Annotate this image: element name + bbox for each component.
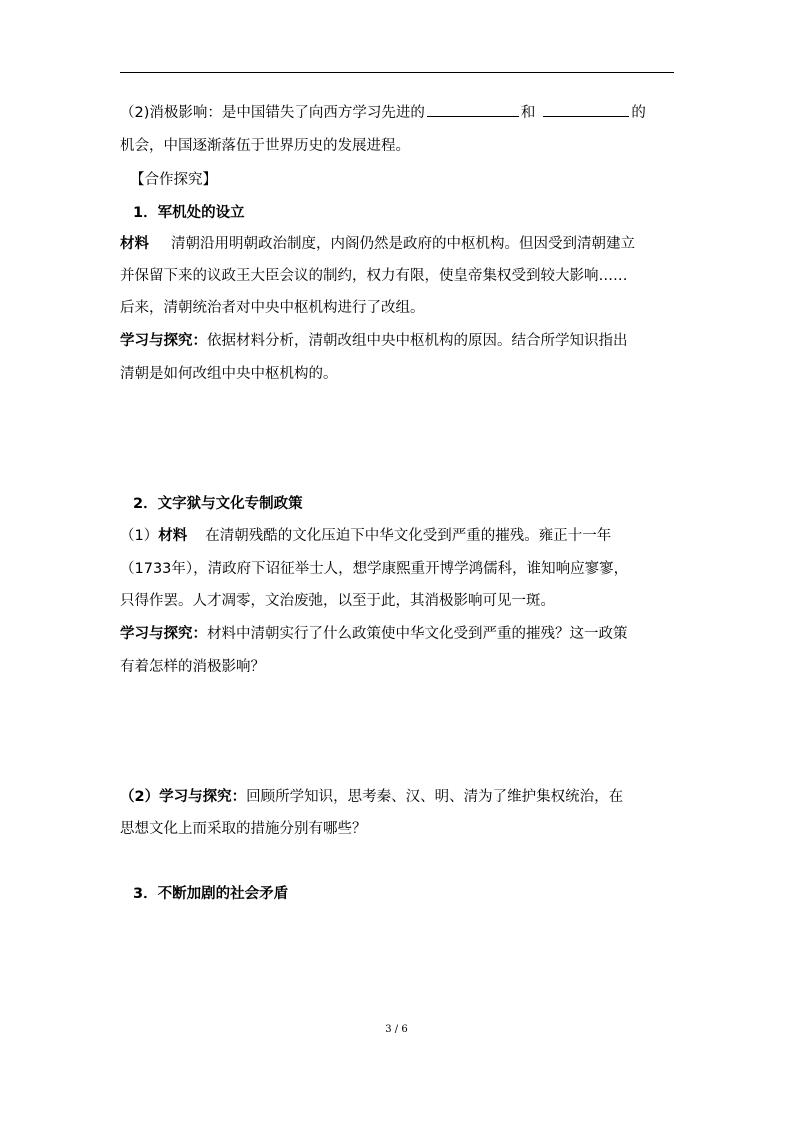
item3-title: 3．不断加剧的社会矛盾 [133,886,289,902]
item2-material-line-2: （1733年），清政府下诏征举士人，想学康熙重开博学鸿儒科，谁知响应寥寥， [120,561,629,577]
item1-material-line-3: 后来，清朝统治者对中央中枢机构进行了改组。 [120,300,425,316]
item2-material-line-3: 只得作罢。人才凋零，文治废弛，以至于此，其消极影响可见一斑。 [120,593,555,609]
negative-impact-line-1: （2)消极影响：是中国错失了向西方学习先进的 和 的 [120,102,680,123]
study-label: 学习与探究： [159,789,247,805]
header-rule [120,72,674,73]
study-label: 学习与探究： [120,333,207,349]
item2-study-line-1: 学习与探究：材料中清朝实行了什么政策使中华文化受到严重的摧残？这一政策 [120,626,628,642]
item2-study-line-2: 有着怎样的消极影响？ [120,659,265,675]
material-label: 材料 [120,236,149,252]
item2-part2-line-2: 思想文化上而采取的措施分别有哪些？ [120,821,367,837]
study-label: 学习与探究： [120,626,207,642]
item2-material-line-1: （1）材料 在清朝残酷的文化压迫下中华文化受到严重的摧残。雍正十一年 [120,528,612,544]
coop-heading: 【合作探究】 [130,172,217,188]
item1-material-line-1: 材料 清朝沿用明朝政治制度，内阁仍然是政府的中枢机构。但因受到清朝建立 [120,236,635,252]
item2-title: 2．文字狱与文化专制政策 [133,496,303,512]
item2-part2-line-1: （2）学习与探究：回顾所学知识，思考秦、汉、明、清为了维护集权统治，在 [120,789,624,805]
negative-impact-line-2: 机会，中国逐渐落伍于世界历史的发展进程。 [120,138,410,154]
item1-study-line-2: 清朝是如何改组中央中枢机构的。 [120,366,338,382]
fill-blank-2[interactable] [543,102,629,117]
fill-blank-1[interactable] [427,102,519,117]
item1-study-line-1: 学习与探究：依据材料分析，清朝改组中央中枢机构的原因。结合所学知识指出 [120,333,628,349]
item1-material-line-2: 并保留下来的议政王大臣会议的制约，权力有限，使皇帝集权受到较大影响…… [120,268,628,284]
item1-title: 1．军机处的设立 [133,205,245,221]
page-number: 3 / 6 [385,1024,408,1035]
material-label: 材料 [158,528,188,544]
